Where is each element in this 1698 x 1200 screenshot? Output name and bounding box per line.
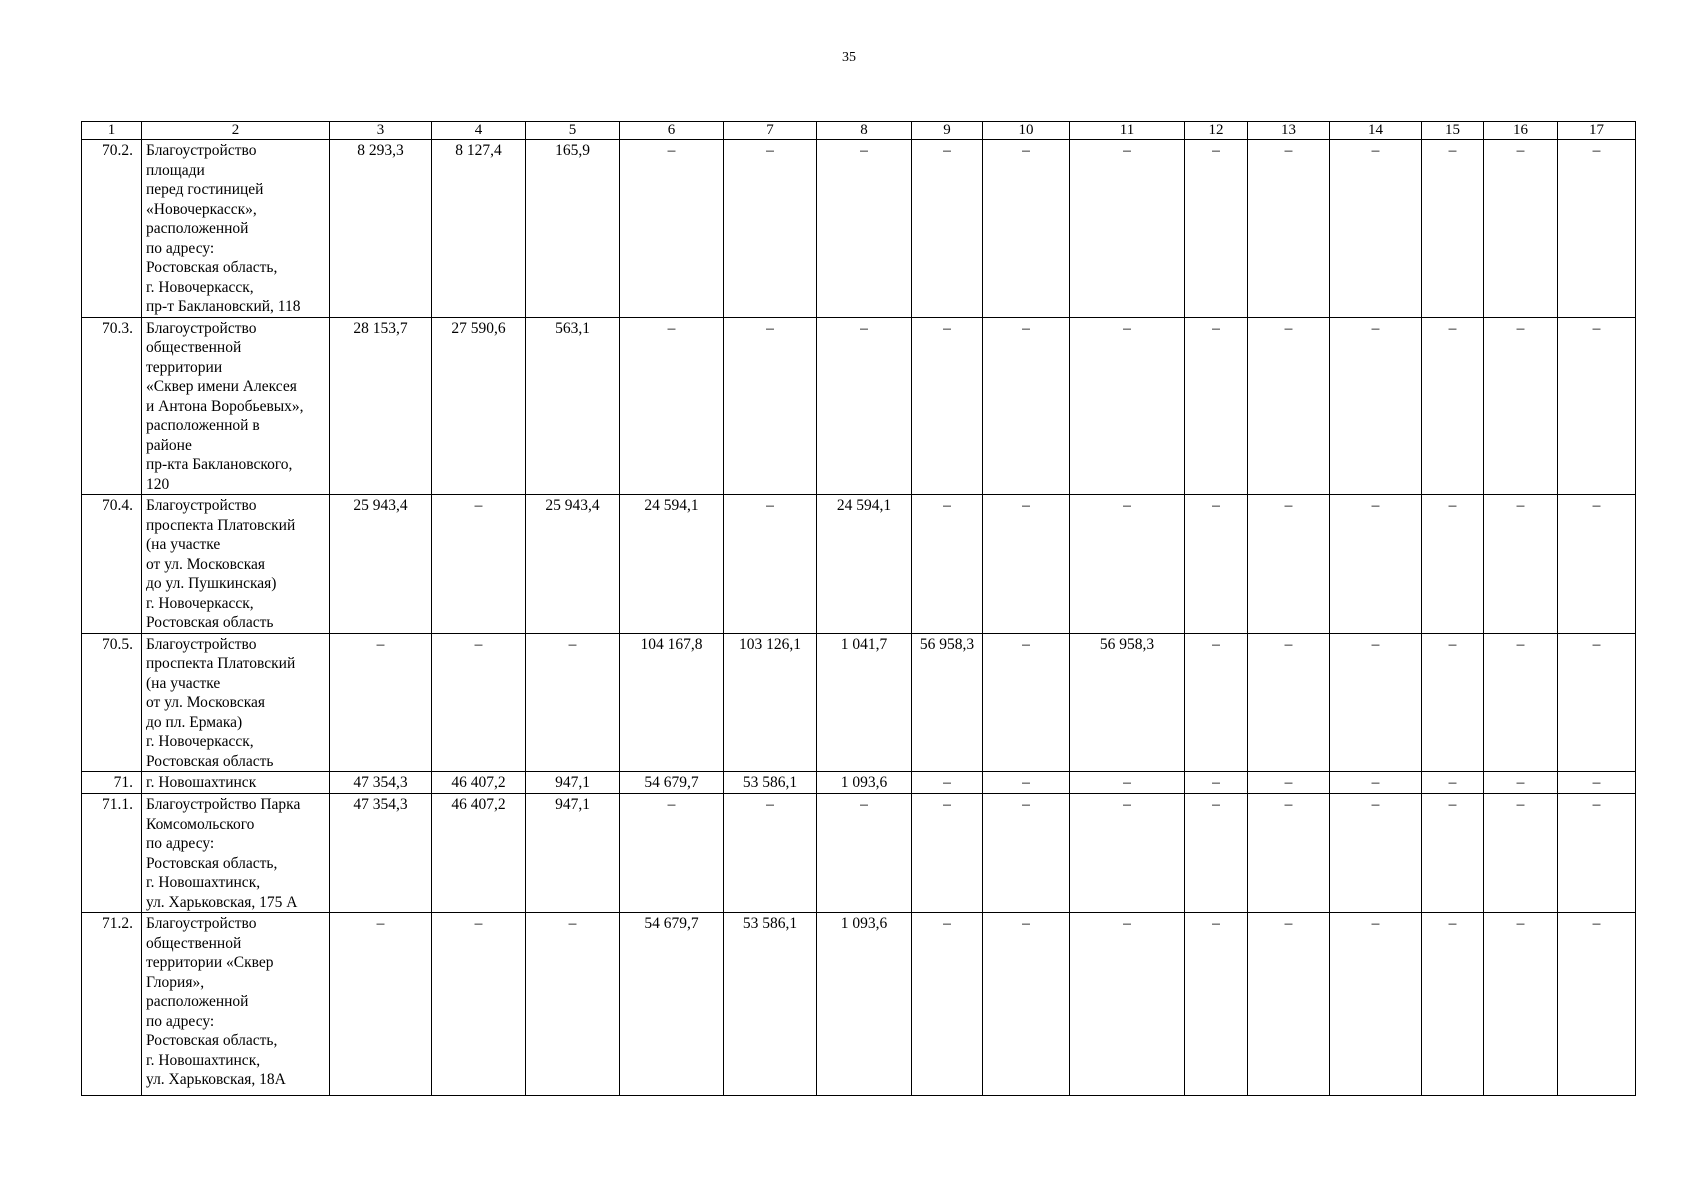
- object-name-line: площади: [146, 161, 205, 179]
- object-name-line: по адресу:: [146, 1012, 215, 1030]
- object-name-line: до пл. Ермака): [146, 713, 243, 731]
- value-cell: 8 127,4: [432, 140, 526, 318]
- value-cell: –: [724, 794, 817, 913]
- value-cell: 104 167,8: [620, 633, 724, 772]
- value-cell: –: [1330, 772, 1422, 794]
- row-number: 70.2.: [82, 140, 142, 318]
- value-cell: –: [1484, 495, 1558, 634]
- value-cell: –: [1422, 772, 1484, 794]
- value-cell: –: [912, 772, 983, 794]
- object-name-line: Благоустройство: [146, 319, 257, 337]
- object-name-line: 120: [146, 475, 170, 493]
- value-cell: –: [724, 140, 817, 318]
- object-name: [142, 772, 330, 794]
- column-header: 15: [1422, 122, 1484, 140]
- value-cell: –: [1558, 317, 1636, 495]
- row-number: 70.5.: [82, 633, 142, 772]
- value-cell: –: [1484, 794, 1558, 913]
- value-cell: –: [1185, 495, 1248, 634]
- value-cell: –: [1185, 140, 1248, 318]
- value-cell: –: [1330, 495, 1422, 634]
- object-name-line: проспекта Платовский: [146, 516, 296, 534]
- value-cell: 25 943,4: [526, 495, 620, 634]
- object-name-line: Благоустройство: [146, 497, 257, 514]
- value-cell: 24 594,1: [817, 495, 912, 634]
- value-cell: –: [912, 495, 983, 634]
- value-cell: –: [983, 633, 1070, 772]
- value-cell: –: [1248, 633, 1330, 772]
- value-cell: –: [1248, 794, 1330, 913]
- column-header: 1: [82, 122, 142, 140]
- value-cell: –: [1070, 140, 1185, 318]
- value-cell: –: [1330, 140, 1422, 318]
- object-name-line: ул. Харьковская, 175 А: [146, 893, 298, 911]
- object-name-line: г. Новошахтинск,: [146, 1051, 261, 1069]
- table-row: [82, 913, 1636, 1096]
- object-name-line: Благоустройство: [146, 915, 257, 932]
- column-header: 17: [1558, 122, 1636, 140]
- value-cell: 24 594,1: [620, 495, 724, 634]
- object-name-line: г. Новочеркасск,: [146, 733, 254, 750]
- value-cell: 1 093,6: [817, 913, 912, 1096]
- table-row: [82, 633, 1636, 772]
- value-cell: –: [1422, 794, 1484, 913]
- value-cell: –: [1558, 140, 1636, 318]
- object-name-line: расположенной: [146, 220, 249, 237]
- value-cell: 947,1: [526, 794, 620, 913]
- object-name: [142, 495, 330, 634]
- column-header: 11: [1070, 122, 1185, 140]
- table-row: [82, 317, 1636, 495]
- column-header: 3: [330, 122, 432, 140]
- value-cell: –: [1484, 140, 1558, 318]
- value-cell: –: [1248, 317, 1330, 495]
- budget-table: [81, 121, 1636, 1096]
- value-cell: –: [983, 140, 1070, 318]
- value-cell: –: [1422, 913, 1484, 1096]
- table-row: [82, 794, 1636, 913]
- value-cell: –: [620, 140, 724, 318]
- value-cell: –: [1558, 633, 1636, 772]
- object-name-line: г. Новошахтинск: [146, 774, 257, 791]
- value-cell: 563,1: [526, 317, 620, 495]
- value-cell: 1 093,6: [817, 772, 912, 794]
- value-cell: –: [1484, 633, 1558, 772]
- value-cell: –: [817, 794, 912, 913]
- value-cell: 28 153,7: [330, 317, 432, 495]
- object-name-line: районе: [146, 436, 192, 454]
- column-header: 5: [526, 122, 620, 140]
- value-cell: –: [912, 794, 983, 913]
- value-cell: –: [1484, 317, 1558, 495]
- value-cell: –: [1185, 633, 1248, 772]
- value-cell: 56 958,3: [1070, 633, 1185, 772]
- table-header-row: [82, 122, 1636, 140]
- object-name-line: г. Новочеркасск,: [146, 594, 254, 612]
- object-name-line: по адресу:: [146, 835, 215, 852]
- object-name-line: (на участке: [146, 536, 221, 553]
- value-cell: –: [1330, 317, 1422, 495]
- value-cell: –: [817, 317, 912, 495]
- object-name-line: г. Новошахтинск,: [146, 874, 261, 891]
- column-header: 9: [912, 122, 983, 140]
- object-name-line: общественной: [146, 934, 242, 952]
- value-cell: –: [1484, 913, 1558, 1096]
- value-cell: –: [1185, 794, 1248, 913]
- value-cell: –: [983, 495, 1070, 634]
- value-cell: 46 407,2: [432, 794, 526, 913]
- table-row: [82, 772, 1636, 794]
- column-header: 8: [817, 122, 912, 140]
- value-cell: –: [1185, 913, 1248, 1096]
- object-name-line: проспекта Платовский: [146, 655, 296, 672]
- value-cell: –: [1330, 913, 1422, 1096]
- page-number: 35: [842, 50, 856, 65]
- value-cell: 53 586,1: [724, 913, 817, 1096]
- object-name-line: территории «Сквер: [146, 954, 274, 971]
- value-cell: 8 293,3: [330, 140, 432, 318]
- value-cell: –: [1330, 794, 1422, 913]
- object-name-line: Ростовская область,: [146, 1032, 278, 1049]
- value-cell: –: [620, 317, 724, 495]
- value-cell: –: [1558, 913, 1636, 1096]
- object-name: [142, 317, 330, 495]
- object-name-line: Ростовская область,: [146, 259, 278, 276]
- object-name-line: «Сквер имени Алексея: [146, 378, 297, 395]
- value-cell: 54 679,7: [620, 913, 724, 1096]
- value-cell: –: [1248, 772, 1330, 794]
- value-cell: –: [1558, 794, 1636, 913]
- row-number: 70.3.: [82, 317, 142, 495]
- value-cell: –: [724, 495, 817, 634]
- value-cell: –: [1070, 317, 1185, 495]
- object-name-line: от ул. Московская: [146, 555, 266, 573]
- value-cell: 27 590,6: [432, 317, 526, 495]
- value-cell: –: [1070, 495, 1185, 634]
- column-header: 13: [1248, 122, 1330, 140]
- column-header: 14: [1330, 122, 1422, 140]
- value-cell: 47 354,3: [330, 772, 432, 794]
- object-name-line: Ростовская область,: [146, 854, 278, 872]
- value-cell: 54 679,7: [620, 772, 724, 794]
- object-name-line: Благоустройство: [146, 635, 257, 653]
- object-name: [142, 913, 330, 1096]
- value-cell: –: [1558, 772, 1636, 794]
- value-cell: –: [912, 913, 983, 1096]
- object-name-line: по адресу:: [146, 239, 215, 257]
- value-cell: –: [1185, 772, 1248, 794]
- object-name-line: до ул. Пушкинская): [146, 575, 277, 592]
- value-cell: 947,1: [526, 772, 620, 794]
- object-name: [142, 633, 330, 772]
- table-row: [82, 140, 1636, 318]
- column-header: 16: [1484, 122, 1558, 140]
- value-cell: –: [983, 772, 1070, 794]
- object-name-line: от ул. Московская: [146, 694, 266, 711]
- object-name-line: г. Новочеркасск,: [146, 278, 254, 296]
- object-name-line: пр-кта Баклановского,: [146, 456, 293, 473]
- value-cell: 47 354,3: [330, 794, 432, 913]
- object-name-line: (на участке: [146, 674, 221, 692]
- value-cell: –: [1070, 794, 1185, 913]
- row-number: 71.1.: [82, 794, 142, 913]
- object-name-line: расположенной в: [146, 417, 260, 434]
- value-cell: 53 586,1: [724, 772, 817, 794]
- table-row: [82, 495, 1636, 634]
- value-cell: –: [526, 913, 620, 1096]
- value-cell: –: [1185, 317, 1248, 495]
- object-name: [142, 140, 330, 318]
- value-cell: –: [912, 317, 983, 495]
- value-cell: –: [1070, 772, 1185, 794]
- value-cell: –: [1422, 633, 1484, 772]
- value-cell: –: [983, 913, 1070, 1096]
- object-name-line: ул. Харьковская, 18А: [146, 1071, 286, 1088]
- value-cell: –: [330, 913, 432, 1096]
- value-cell: –: [912, 140, 983, 318]
- object-name-line: расположенной: [146, 993, 249, 1010]
- column-header: 4: [432, 122, 526, 140]
- object-name-line: Ростовская область: [146, 752, 274, 770]
- column-header: 12: [1185, 122, 1248, 140]
- column-header: 7: [724, 122, 817, 140]
- object-name: [142, 794, 330, 913]
- value-cell: 56 958,3: [912, 633, 983, 772]
- object-name-line: Благоустройство Парка: [146, 796, 301, 813]
- object-name-line: и Антона Воробьевых»,: [146, 397, 304, 415]
- object-name-line: территории: [146, 358, 223, 376]
- value-cell: 165,9: [526, 140, 620, 318]
- object-name-line: общественной: [146, 339, 242, 356]
- value-cell: –: [1248, 913, 1330, 1096]
- value-cell: –: [1330, 633, 1422, 772]
- value-cell: –: [724, 317, 817, 495]
- value-cell: –: [1558, 495, 1636, 634]
- object-name-line: Ростовская область: [146, 614, 274, 631]
- value-cell: –: [817, 140, 912, 318]
- value-cell: –: [1070, 913, 1185, 1096]
- value-cell: –: [432, 495, 526, 634]
- row-number: 70.4.: [82, 495, 142, 634]
- value-cell: –: [432, 913, 526, 1096]
- column-header: 6: [620, 122, 724, 140]
- value-cell: –: [1248, 140, 1330, 318]
- column-header: 2: [142, 122, 330, 140]
- row-number: 71.: [82, 772, 142, 794]
- value-cell: –: [330, 633, 432, 772]
- row-number: 71.2.: [82, 913, 142, 1096]
- value-cell: –: [1248, 495, 1330, 634]
- value-cell: –: [1422, 140, 1484, 318]
- value-cell: –: [432, 633, 526, 772]
- object-name-line: Комсомольского: [146, 815, 255, 833]
- object-name-line: пр-т Баклановский, 118: [146, 298, 301, 315]
- object-name-line: перед гостиницей: [146, 181, 264, 198]
- value-cell: 1 041,7: [817, 633, 912, 772]
- value-cell: –: [1422, 317, 1484, 495]
- value-cell: 25 943,4: [330, 495, 432, 634]
- value-cell: –: [526, 633, 620, 772]
- object-name-line: «Новочеркасск»,: [146, 200, 257, 218]
- value-cell: –: [983, 794, 1070, 913]
- value-cell: –: [1484, 772, 1558, 794]
- object-name-line: Глория»,: [146, 973, 205, 991]
- column-header: 10: [983, 122, 1070, 140]
- value-cell: 46 407,2: [432, 772, 526, 794]
- value-cell: 103 126,1: [724, 633, 817, 772]
- value-cell: –: [1422, 495, 1484, 634]
- value-cell: –: [983, 317, 1070, 495]
- value-cell: –: [620, 794, 724, 913]
- object-name-line: Благоустройство: [146, 142, 257, 159]
